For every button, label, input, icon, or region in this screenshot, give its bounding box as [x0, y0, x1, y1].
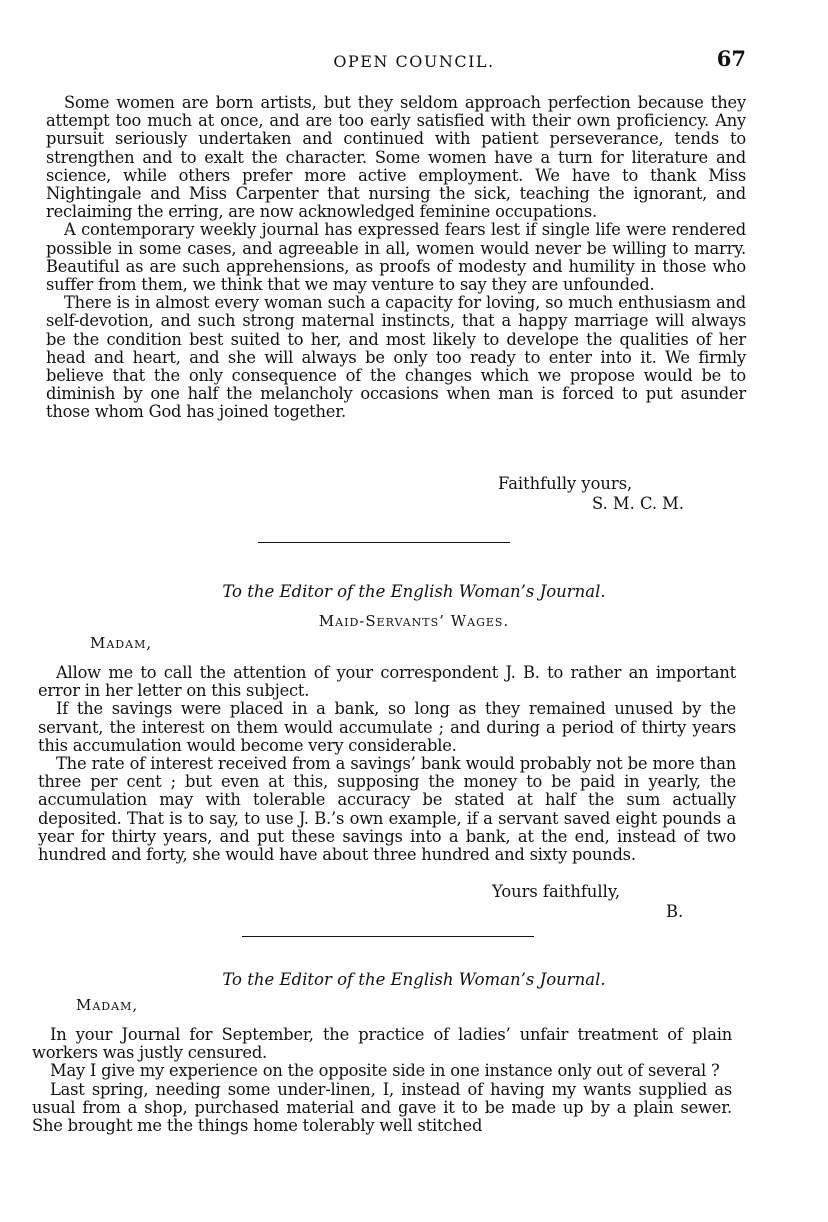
paragraph: A contemporary weekly journal has expressed fears lest if single life were rendered possible in some cases, and agreeable in all, women would never be willing to marry. Beautiful as are such apprehensions, as proofs of modesty and humility in those who suffer from them, we think that we may venture to say they are unfounded.	[46, 220, 746, 295]
letter-1-signature: S. M. C. M.	[592, 494, 685, 513]
section-divider	[242, 936, 534, 937]
paragraph: Allow me to call the attention of your correspondent J. B. to rather an important error in her letter on this subject.	[38, 663, 736, 701]
page-header	[0, 46, 828, 76]
letter-2-signature: B.	[666, 902, 684, 921]
running-title: OPEN COUNCIL.	[333, 52, 495, 71]
paragraph: The rate of interest received from a savings’ bank would probably not be more than three per cent ; but even at this, supposing the money to be paid in yearly, the accumulation may with tolerable accuracy be stated at half the sum actually deposited. That is to say, to use J. B.’s own example, if a servant saved eight pounds a year for thirty years, and put these savings into a bank, at the end, instead of two hundred and forty, she would have about three hundred and sixty pounds.	[38, 754, 736, 865]
paragraph: In your Journal for September, the practice of ladies’ unfair treatment of plain workers was justly censured.	[32, 1025, 732, 1063]
letter-2-closing: Yours faithfully,	[492, 882, 621, 901]
letter-2-body	[38, 664, 736, 864]
section-divider	[258, 542, 510, 543]
page-number: 67	[716, 46, 746, 71]
letter-1-body	[46, 94, 746, 422]
letter-1-closing: Faithfully yours,	[498, 474, 633, 493]
paragraph: If the savings were placed in a bank, so long as they remained unused by the servant, the interest on them would accumulate ; and during a period of thirty years this accumulation would become very considerable.	[38, 699, 736, 755]
paragraph: Some women are born artists, but they seldom approach perfection because they attempt too much at once, and are too early satisfied with their own proficiency. Any pursuit seriously undertaken and continued with patient perseverance, tends to strengthen and to exalt the character. Some women have a turn for literature and science, while others prefer more active employment. We have to thank Miss Nightingale and Miss Carpenter that nursing the sick, teaching the ignorant, and reclaiming the erring, are now acknowledged feminine occupations.	[46, 93, 746, 222]
letter-2-salutation: Madam,	[90, 634, 153, 652]
letter-2-title: Maid-Servants’ Wages.	[318, 612, 510, 630]
letter-3-body	[32, 1026, 732, 1135]
letter-3-salutation: Madam,	[76, 996, 139, 1014]
paragraph: There is in almost every woman such a capacity for loving, so much enthusiasm and self-devotion, and such strong maternal instincts, that a happy marriage will always be the condition best suited to her, and most likely to develope the qualities of her head and heart, and she will always be only too ready to enter into it. We firmly believe that the only consequence of the changes which we propose would be to diminish by one half the melancholy occasions when man is forced to put asunder those whom God has joined together.	[46, 293, 746, 422]
paragraph: May I give my experience on the opposite side in one instance only out of several ?	[50, 1061, 720, 1081]
letter-2-address: To the Editor of the English Woman’s Journal.	[222, 582, 606, 601]
letter-3-address: To the Editor of the English Woman’s Journal.	[222, 970, 606, 989]
paragraph: Last spring, needing some under-linen, I, instead of having my wants supplied as usual from a shop, purchased material and gave it to be made up by a plain sewer. She brought me the things home tolerably well stitched	[32, 1079, 732, 1136]
